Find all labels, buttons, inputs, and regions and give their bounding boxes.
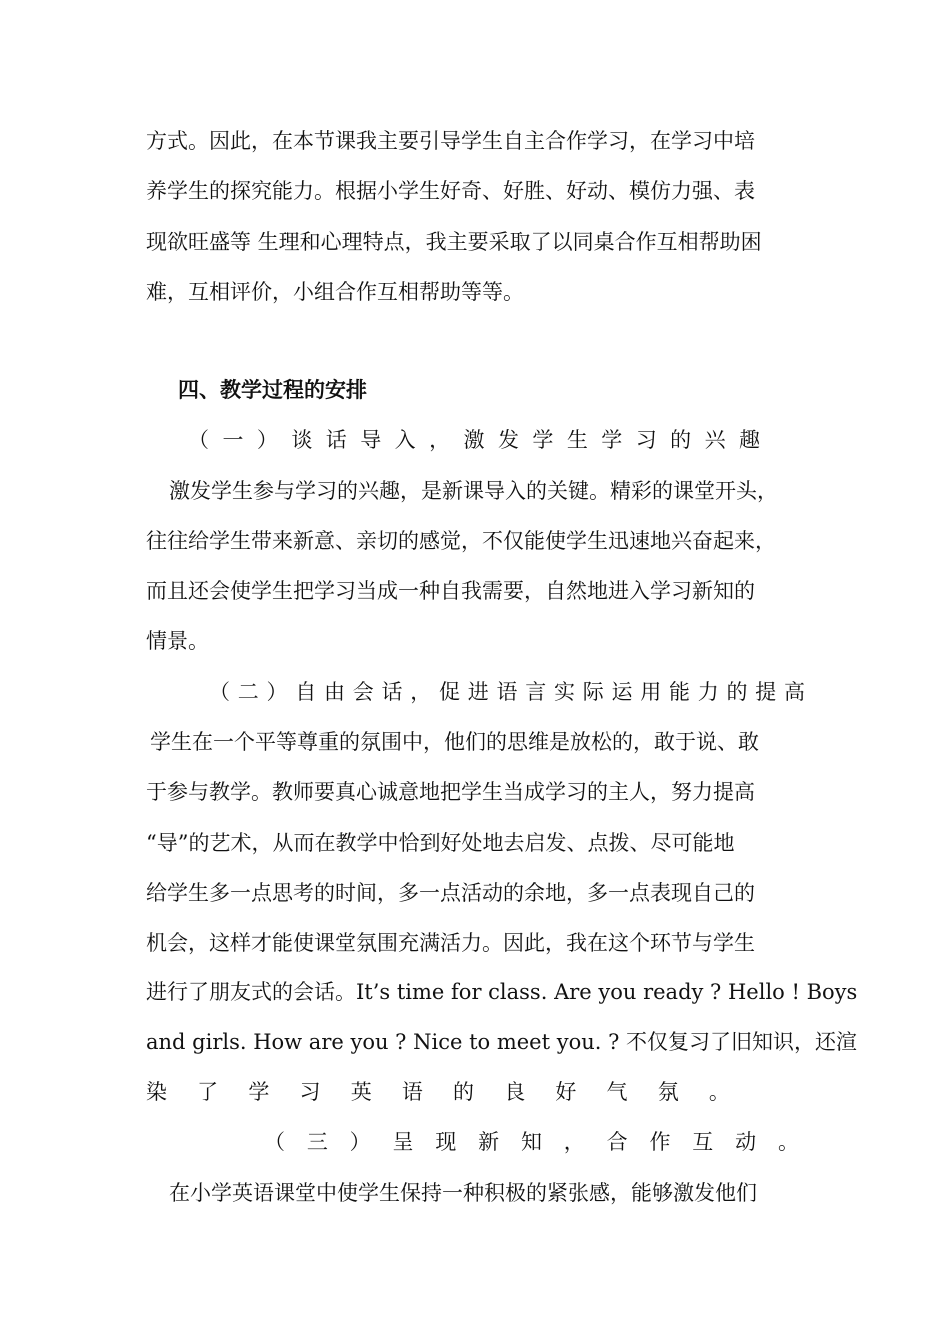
sub2-title-char: 力: [697, 680, 719, 704]
sub2-last-line-char: 了: [197, 1080, 219, 1104]
sub2-last-line-char: 学: [248, 1080, 270, 1104]
sub1-title-char: 生: [566, 428, 588, 452]
sub2-title-char: 言: [525, 680, 547, 704]
subsection-1-title: [188, 426, 760, 454]
sub2-title-char: 提: [755, 680, 777, 704]
sub3-title-char: ，: [563, 1130, 585, 1154]
sub3-title-char: 知: [520, 1130, 542, 1154]
sub2-line-6: 进行了朋友式的会话。It’s time for class. Are you ready ? Hello ! Boys: [146, 980, 858, 1004]
sub2-title-char: 话: [381, 680, 403, 704]
sub3-title-char: 动: [735, 1130, 757, 1154]
subsection-3-title: [264, 1128, 799, 1156]
sub2-last-line-char: 语: [401, 1080, 423, 1104]
sub1-title-char: 谈: [291, 428, 313, 452]
sub2-last-line-char: 英: [350, 1080, 372, 1104]
sub1-title-char: （: [188, 428, 209, 452]
sub1-title-char: 习: [635, 428, 657, 452]
sub1-title-char: 的: [670, 428, 692, 452]
paragraph1-line-4: 难，互相评价，小组合作互相帮助等等。: [146, 280, 524, 304]
sub2-last-line-char: 好: [555, 1080, 577, 1104]
sub1-title-char: 趣: [739, 428, 760, 452]
sub3-title-char: （: [264, 1130, 285, 1154]
sub3-title-char: ）: [349, 1130, 371, 1154]
sub2-line-4: 给学生多一点思考的时间，多一点活动的余地，多一点表现自己的: [146, 881, 755, 905]
sub2-title-char: （: [209, 680, 230, 704]
sub2-line-3: “导”的艺术，从而在教学中恰到好处地去启发、点拨、尽可能地: [146, 831, 735, 855]
sub2-title-char: 促: [439, 680, 460, 704]
paragraph1-line-3: 现欲旺盛等 生理和心理特点，我主要采取了以同桌合作互相帮助困: [146, 230, 762, 254]
sub2-title-char: ）: [266, 680, 288, 704]
sub1-title-char: 导: [360, 428, 382, 452]
sub2-title-char: 实: [554, 680, 575, 704]
sub2-line-5: 机会，这样才能使课堂氛围充满活力。因此，我在这个环节与学生: [146, 931, 755, 955]
sub1-title-char: ）: [256, 428, 278, 452]
sub2-title-char: 会: [352, 680, 374, 704]
sub2-last-line-char: 习: [299, 1080, 321, 1104]
sub1-line-3: 而且还会使学生把学习当成一种自我需要，自然地进入学习新知的: [146, 579, 755, 603]
sub2-title-char: 际: [582, 680, 604, 704]
sub1-line-2: 往往给学生带来新意、亲切的感觉，不仅能使学生迅速地兴奋起来，: [146, 529, 776, 553]
sub1-title-char: ，: [429, 428, 451, 452]
sub2-title-char: 运: [611, 680, 633, 704]
sub1-title-char: 学: [601, 428, 623, 452]
sub3-title-char: 三: [306, 1130, 328, 1154]
sub3-title-char: 呈: [392, 1130, 414, 1154]
sub1-title-char: 入: [394, 428, 416, 452]
sub3-title-char: 。: [777, 1130, 799, 1154]
sub2-title-char: 高: [784, 680, 805, 704]
sub3-title-char: 互: [692, 1130, 714, 1154]
sub3-title-char: 现: [435, 1130, 457, 1154]
sub2-title-char: ，: [410, 680, 432, 704]
sub3-title-char: 新: [478, 1130, 500, 1154]
paragraph1-line-2: 养学生的探究能力。根据小学生好奇、好胜、好动、模仿力强、表: [146, 179, 755, 203]
sub3-line-1: 在小学英语课堂中使学生保持一种积极的紧张感，能够激发他们: [169, 1181, 757, 1205]
sub2-line-8: [146, 1078, 730, 1106]
sub2-title-char: 语: [496, 680, 518, 704]
subsection-2-title: [209, 678, 805, 706]
sub2-last-line-char: 氛: [657, 1080, 679, 1104]
sub2-last-line-char: 。: [708, 1080, 730, 1104]
sub2-line-1: 学生在一个平等尊重的氛围中，他们的思维是放松的，敢于说、敢: [150, 730, 759, 754]
sub3-title-char: 作: [649, 1130, 671, 1154]
sub1-title-char: 一: [222, 428, 244, 452]
sub2-title-char: 用: [640, 680, 662, 704]
sub2-last-line-char: 良: [504, 1080, 526, 1104]
sub1-title-char: 激: [463, 428, 485, 452]
sub2-title-char: 自: [295, 680, 317, 704]
sub2-title-char: 由: [324, 680, 345, 704]
sub2-title-char: 能: [669, 680, 690, 704]
sub2-last-line-char: 气: [606, 1080, 628, 1104]
sub1-title-char: 话: [325, 428, 347, 452]
sub1-line-1: 激发学生参与学习的兴趣，是新课导入的关键。精彩的课堂开头，: [169, 479, 778, 503]
sub3-title-char: 合: [606, 1130, 628, 1154]
sub2-last-line-char: 染: [146, 1080, 167, 1104]
sub2-title-char: 进: [467, 680, 489, 704]
sub2-line-2: 于参与教学。教师要真心诚意地把学生当成学习的主人，努力提高: [146, 780, 755, 804]
sub1-title-char: 兴: [704, 428, 726, 452]
sub2-title-char: 二: [237, 680, 259, 704]
sub1-line-4: 情景。: [146, 629, 209, 653]
sub1-title-char: 学: [532, 428, 554, 452]
sub2-title-char: 的: [726, 680, 748, 704]
sub1-title-char: 发: [497, 428, 519, 452]
sub2-line-7: and girls. How are you ? Nice to meet you. ? 不仅复习了旧知识，还渲: [146, 1030, 858, 1054]
section-heading: 四、教学过程的安排: [178, 377, 367, 402]
paragraph1-line-1: 方式。因此，在本节课我主要引导学生自主合作学习，在学习中培: [146, 129, 755, 153]
sub2-last-line-char: 的: [453, 1080, 475, 1104]
